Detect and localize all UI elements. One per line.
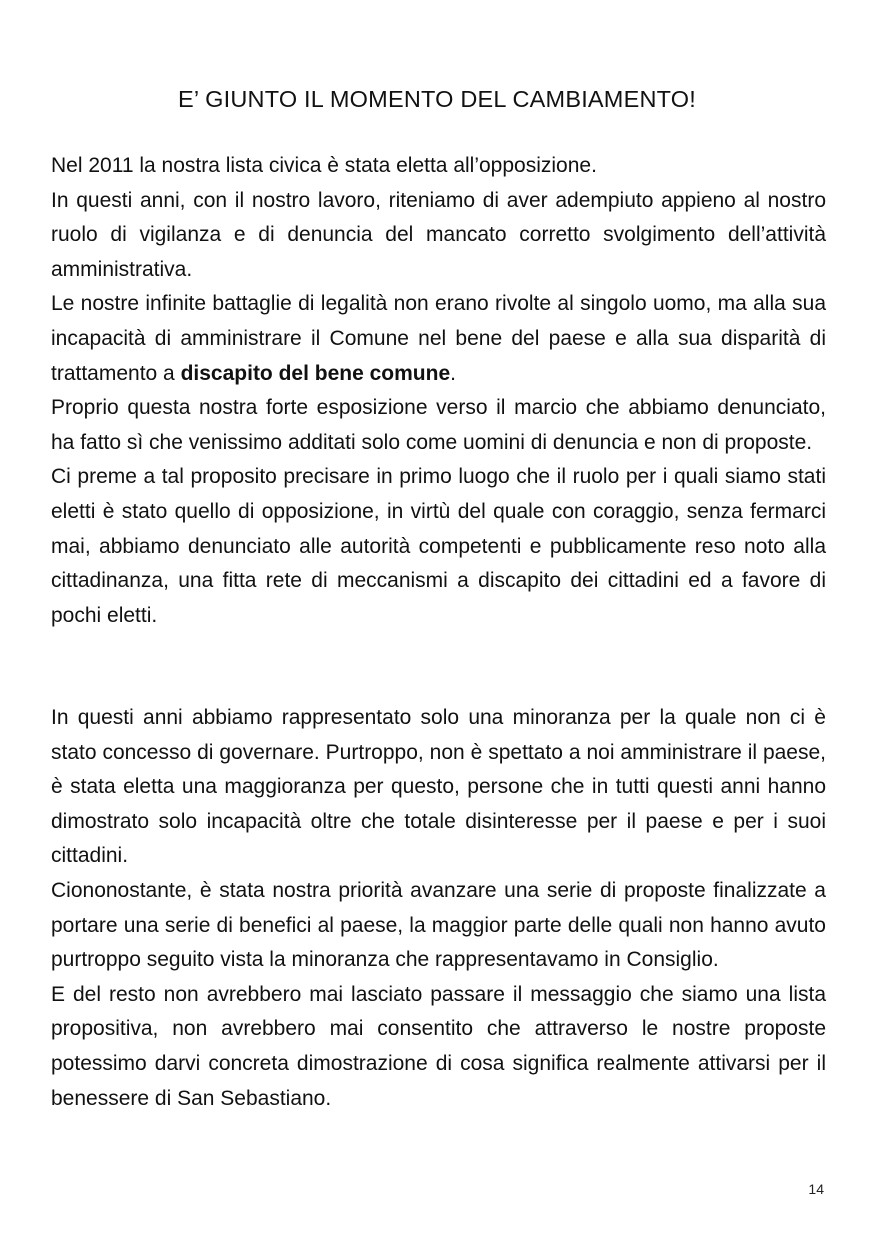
text-block-minority — [51, 701, 826, 1116]
paragraph-role: Ci preme a tal proposito precisare in primo luogo che il ruolo per i quali siamo stati eletti è stato quello di opposizione, in virtù del quale con coraggio, senza fermarci mai, abbiamo denunciato alle autorità competenti e pubblicamente reso noto alla cittadinanza, una fitta rete di meccanismi a discapito dei cittadini ed a favore di pochi eletti. — [51, 465, 826, 627]
paragraph-exposure: Proprio questa nostra forte esposizione verso il marcio che abbiamo denunciato, ha fatto sì che venissimo additati solo come uomini di denuncia e non di proposte. — [51, 396, 826, 454]
page-number: 14 — [808, 1181, 824, 1197]
paragraph-message: E del resto non avrebbero mai lasciato passare il messaggio che siamo una lista propositiva, non avrebbero mai consentito che attraverso le nostre proposte potessimo darvi concreta dimostrazione di cosa significa realmente attivarsi per il benessere di San Sebastiano. — [51, 982, 826, 1110]
paragraph-minority: In questi anni abbiamo rappresentato solo una minoranza per la quale non ci è stato concesso di governare. Purtroppo, non è spettato a noi amministrare il paese, è stata eletta una maggioranza per questo, persone che in tutti questi anni hanno dimostrato solo incapacità oltre che totale disinteresse per il paese e per i suoi cittadini. — [51, 706, 826, 868]
paragraph-proposals: Ciononostante, è stata nostra priorità avanzare una serie di proposte finalizzate a portare una serie di benefici al paese, la maggior parte delle quali non hanno avuto purtroppo seguito vista la minoranza che rappresentavamo in Consiglio. — [51, 878, 826, 972]
paragraph-election: Nel 2011 la nostra lista civica è stata eletta all’opposizione. — [51, 154, 597, 177]
text-block-opposition — [51, 149, 826, 633]
paragraph-legality-text: Le nostre infinite battaglie di legalità non erano rivolte al singolo uomo, ma alla sua incapacità di amministrare il Comune nel bene del paese e alla sua disparità di trattamento a — [51, 292, 826, 385]
paragraph-legality-end: . — [450, 361, 456, 385]
paragraph-legality — [51, 287, 826, 391]
emphasis-common-good: discapito del bene comune — [180, 361, 451, 385]
page-title: E’ GIUNTO IL MOMENTO DEL CAMBIAMENTO! — [178, 86, 696, 112]
paragraph-vigilance: In questi anni, con il nostro lavoro, riteniamo di aver adempiuto appieno al nostro ruolo di vigilanza e di denuncia del mancato corretto svolgimento dell’attività amministrativa. — [51, 188, 826, 281]
